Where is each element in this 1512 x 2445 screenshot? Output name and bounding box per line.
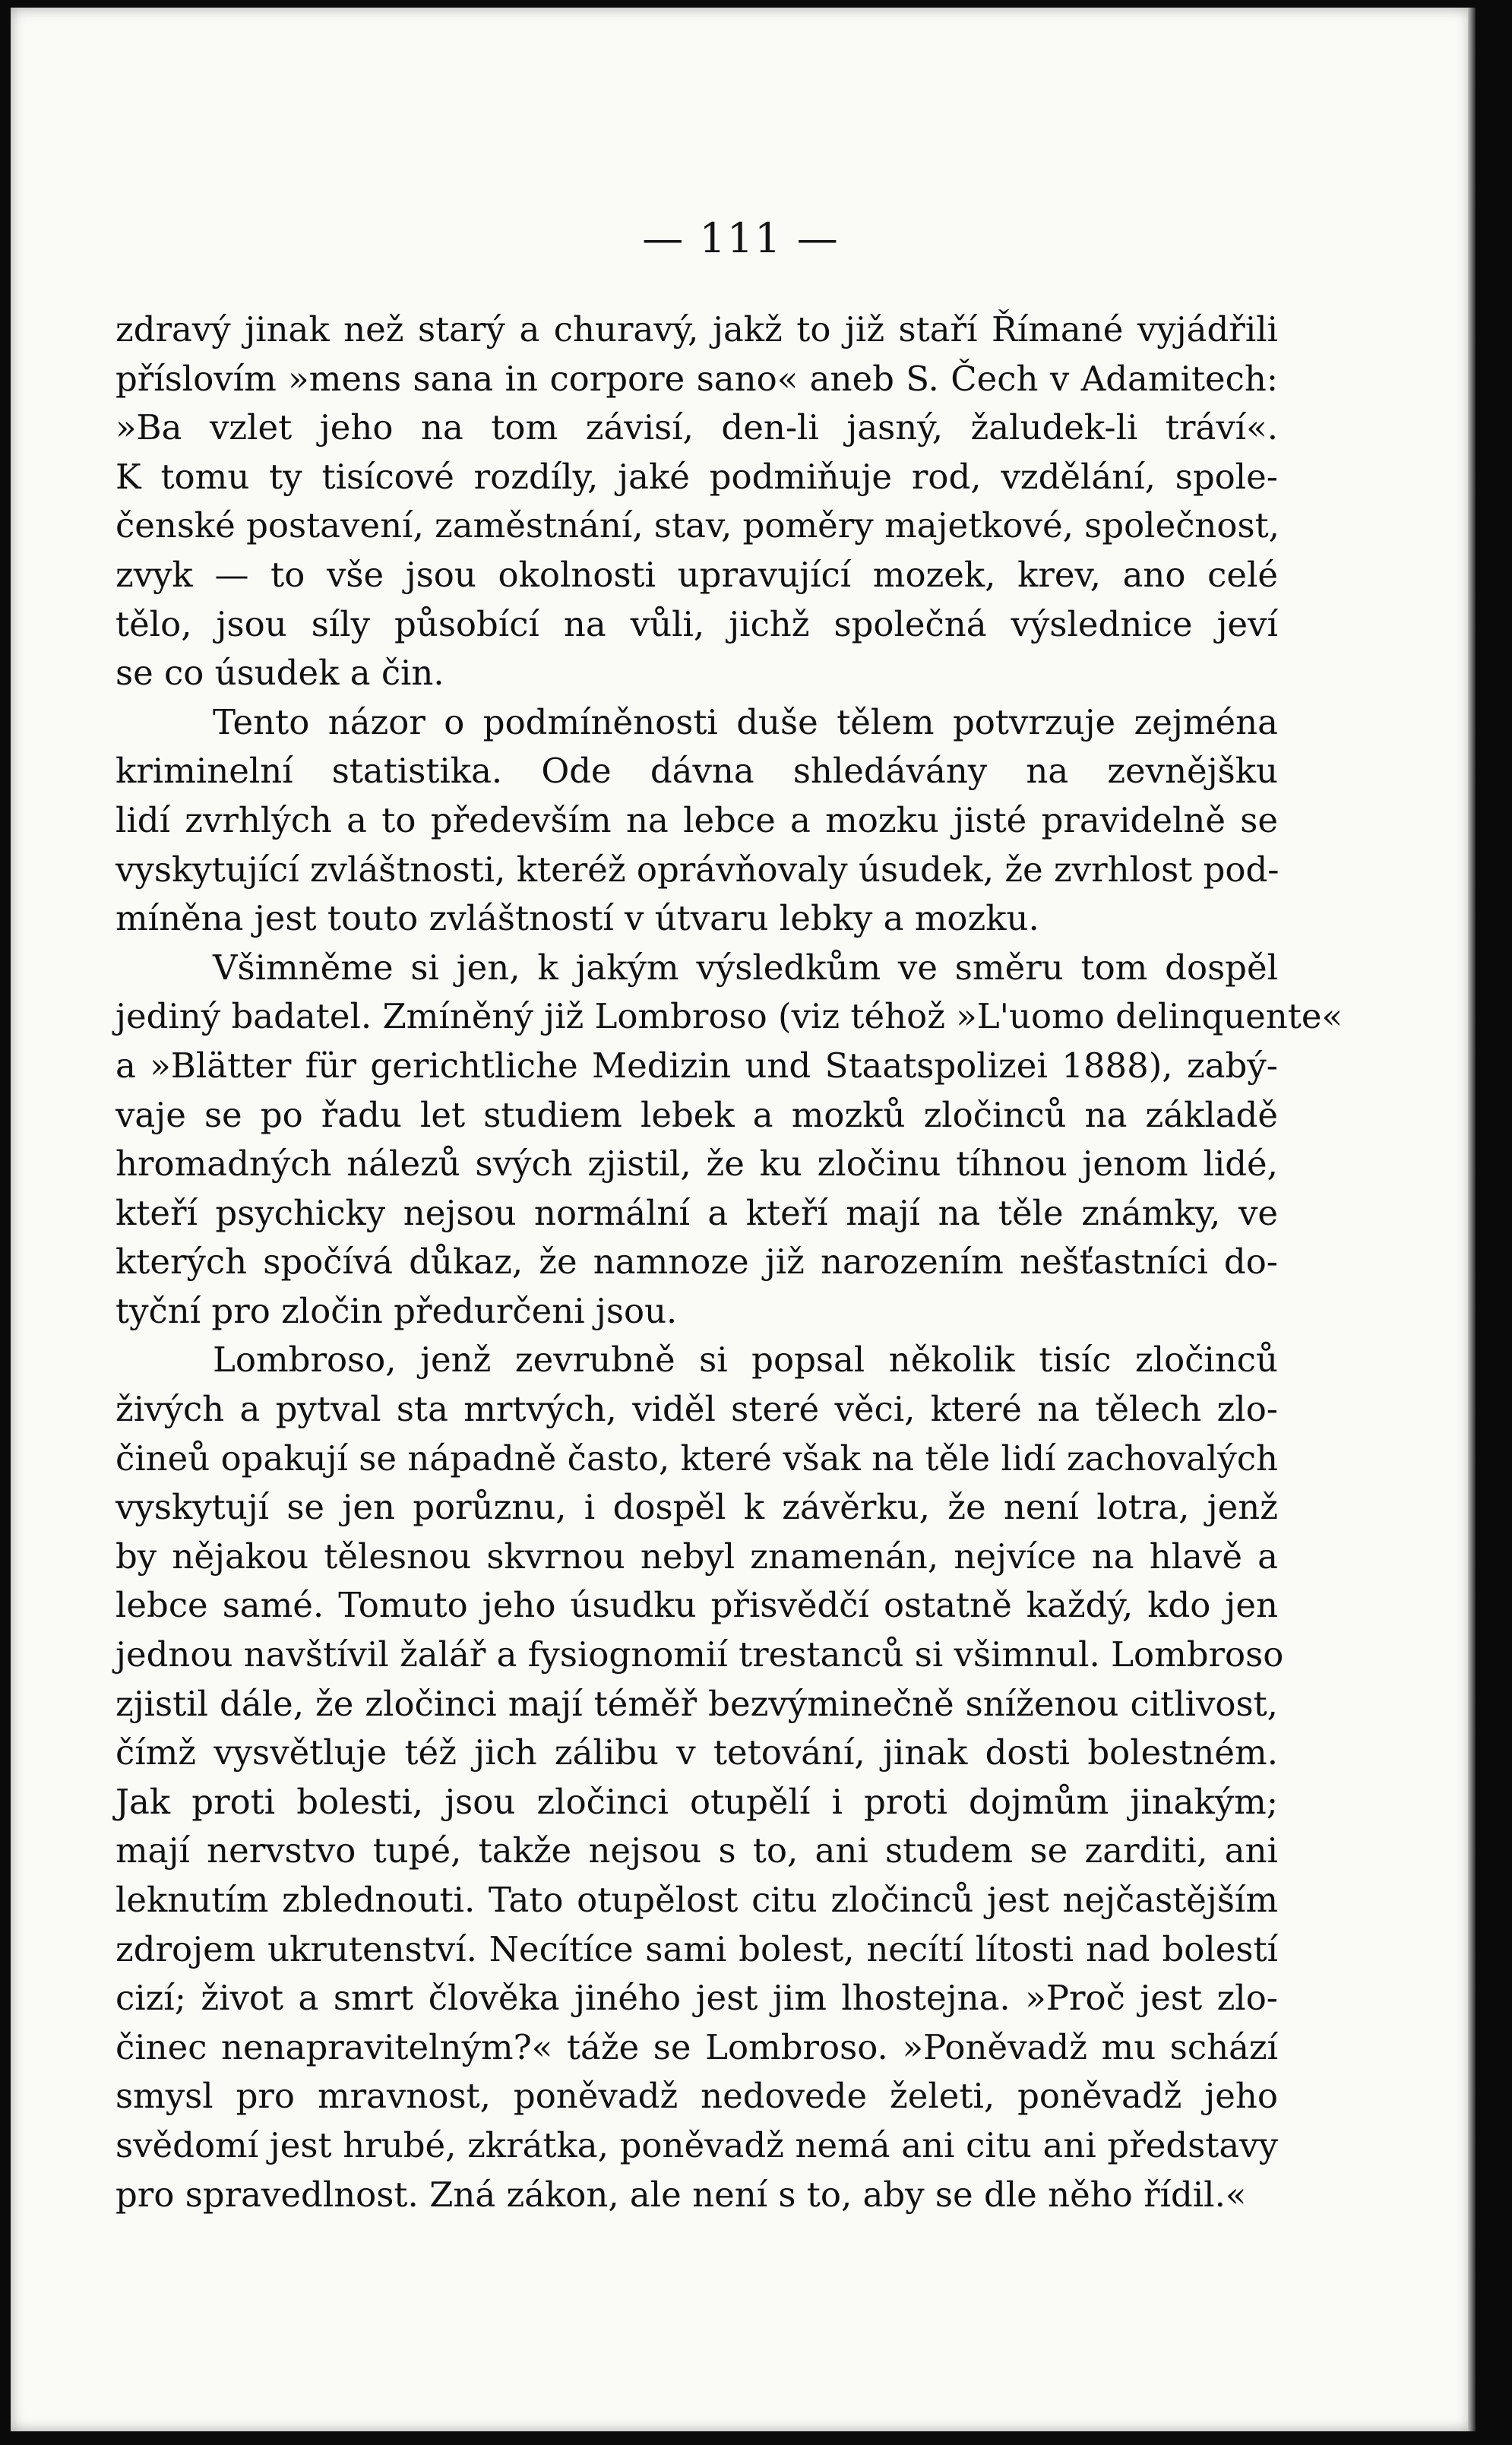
text-line: jediný badatel. Zmíněný již Lombroso (viz téhož »L'uomo delinquente«: [115, 996, 1343, 1037]
text-line: mají nervstvo tupé, takže nejsou s to, ani studem se zarditi, ani: [115, 1830, 1278, 1871]
text-line: zjistil dále, že zločinci mají téměř bezvýminečně sníženou citlivost,: [115, 1683, 1278, 1724]
body-text: [115, 305, 1343, 2219]
text-line: vaje se po řadu let studiem lebek a mozků zločinců na základě: [115, 1094, 1278, 1135]
text-line: čenské postavení, zaměstnání, stav, poměry majetkové, společnost,: [115, 505, 1280, 546]
text-line: zdrojem ukrutenství. Necítíce sami bolest, necítí lítosti nad bolestí: [115, 1928, 1278, 1969]
text-line: kteří psychicky nejsou normální a kteří mají na těle známky, ve: [115, 1192, 1278, 1233]
text-line: lebce samé. Tomuto jeho úsudku přisvědčí ostatně každý, kdo jen: [115, 1585, 1278, 1626]
text-line: čímž vysvětluje též jich zálibu v tetování, jinak dosti bolestném.: [115, 1732, 1278, 1773]
text-line: svědomí jest hrubé, zkrátka, poněvadž nemá ani citu ani představy: [115, 2124, 1278, 2165]
text-line: zvyk — to vše jsou okolnosti upravující mozek, krev, ano celé: [115, 554, 1278, 595]
text-line: jednou navštívil žalář a fysiognomií trestanců si všimnul. Lombroso: [115, 1634, 1284, 1675]
text-line: míněna jest touto zvláštností v útvaru lebky a mozku.: [115, 898, 1039, 939]
page-number: — 111 —: [642, 214, 840, 262]
text-line: pro spravedlnost. Zná zákon, ale není s to, aby se dle něho řídil.«: [115, 2174, 1247, 2215]
text-line: by nějakou tělesnou skvrnou nebyl znamenán, nejvíce na hlavě a: [115, 1536, 1278, 1577]
text-line: živých a pytval sta mrtvých, viděl steré věci, které na tělech zlo-: [115, 1389, 1278, 1430]
book-page: [11, 8, 1471, 2431]
text-line: kterých spočívá důkaz, že namnoze již narozením nešťastníci do-: [115, 1241, 1278, 1283]
text-line: Jak proti bolesti, jsou zločinci otupělí i proti dojmům jinakým;: [115, 1781, 1278, 1822]
text-line: cizí; život a smrt člověka jiného jest jim lhostejna. »Proč jest zlo-: [115, 1978, 1278, 2019]
text-line: leknutím zblednouti. Tato otupělost citu zločinců jest nejčastějším: [115, 1880, 1278, 1920]
text-line: K tomu ty tisícové rozdíly, jaké podmiňuje rod, vzdělání, spole-: [115, 456, 1278, 497]
text-line: Tento názor o podmíněnosti duše tělem potvrzuje zejména: [213, 701, 1278, 742]
text-line: a »Blätter für gerichtliche Medizin und Staatspolizei 1888), zabý-: [115, 1045, 1278, 1086]
text-line: činec nenapravitelným?« táže se Lombroso. »Poněvadž mu schází: [115, 2026, 1278, 2067]
text-line: čineů opakují se nápadně často, které však na těle lidí zachovalých: [115, 1438, 1278, 1479]
text-line: »Ba vzlet jeho na tom závisí, den-li jasný, žaludek-li tráví«.: [115, 407, 1278, 448]
text-line: smysl pro mravnost, poněvadž nedovede želeti, poněvadž jeho: [115, 2076, 1278, 2117]
text-line: hromadných nálezů svých zjistil, že ku zločinu tíhnou jenom lidé,: [115, 1143, 1278, 1185]
page-edge: [1468, 8, 1476, 2431]
text-line: Všimněme si jen, k jakým výsledkům ve směru tom dospěl: [213, 947, 1278, 988]
text-line: lidí zvrhlých a to především na lebce a mozku jisté pravidelně se: [115, 799, 1278, 840]
text-line: Lombroso, jenž zevrubně si popsal několik tisíc zločinců: [213, 1340, 1278, 1381]
text-line: tyční pro zločin předurčeni jsou.: [115, 1290, 678, 1331]
text-line: tělo, jsou síly působící na vůli, jichž společná výslednice jeví: [115, 603, 1278, 644]
text-line: vyskytující zvláštnosti, kteréž oprávňovaly úsudek, že zvrhlost pod-: [115, 849, 1280, 890]
text-line: kriminelní statistika. Ode dávna shledávány na zevnějšku: [115, 751, 1278, 792]
text-line: příslovím »mens sana in corpore sano« aneb S. Čech v Adamitech:: [115, 358, 1278, 399]
text-line: se co úsudek a čin.: [115, 653, 444, 694]
text-line: vyskytují se jen porůznu, i dospěl k závěrku, že není lotra, jenž: [115, 1487, 1278, 1528]
text-line: zdravý jinak než starý a churavý, jakž to již staří Římané vyjádřili: [115, 309, 1278, 350]
